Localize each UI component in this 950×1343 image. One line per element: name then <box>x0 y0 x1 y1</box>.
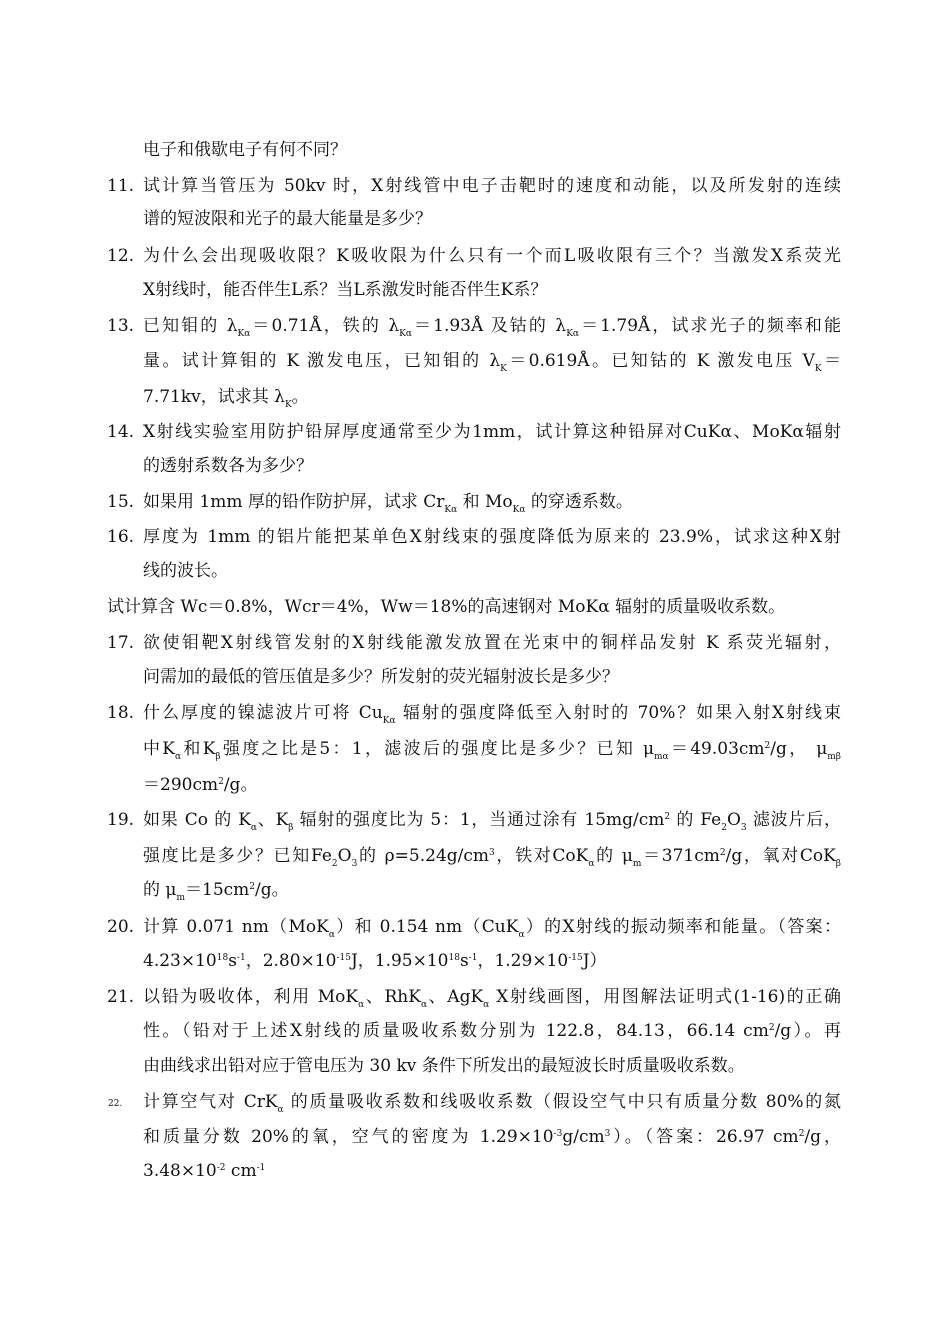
text-line: 量。试计算钼的 K 激发电压，已知钼的 $\lambda_K=0.619Å$。已知钴的 K 激发电压 $V_K=$ <box>143 351 842 374</box>
text-line: 中$K_\alpha$和$K_\beta$强度之比是5：1，滤波后的强度比是多少？已知 $\mu_{m\alpha}=49.03cm^2/g$， $\mu_{m\beta}$ <box>143 739 842 762</box>
text-line: 厚度为 1mm 的铝片能把某单色X射线束的强度降低为原来的 23.9%，试求这种X射 <box>143 527 841 547</box>
text-line: 欲使钼靶X射线管发射的X射线能激发放置在光束中的铜样品发射 K 系荧光辐射， <box>143 633 841 653</box>
text-line: 谱的短波限和光子的最大能量是多少？ <box>143 209 432 229</box>
text-line: 7.71kv，试求其 $\lambda_K$。 <box>143 387 309 410</box>
text-line: 如果 Co 的 $K_\alpha$、$K_\beta$ 辐射的强度比为 5：1，当通过涂有 $15mg/cm^2$ 的 $Fe_2O_3$ 滤波片后， <box>143 810 842 833</box>
item-number: 16. <box>107 527 135 547</box>
text-line: 强度比是多少？已知$Fe_2O_3$的 $\rho=5.24g/cm^3$，铁对CoK$_\alpha$的 $\mu_m=371cm^2/g$，氧对CoK$_\beta$ <box>143 846 841 869</box>
item-number: 13. <box>107 316 135 336</box>
item-number: 18. <box>107 703 135 723</box>
item-number: 12. <box>107 246 135 266</box>
text-line: $=290cm^2/g$。 <box>143 775 258 795</box>
text-line: 电子和俄歇电子有何不同？ <box>143 140 347 160</box>
item-number: 22. <box>108 1099 123 1109</box>
text-line: 的 $\mu_m=15cm^2/g$。 <box>143 880 289 903</box>
text-line: 的透射系数各为多少？ <box>143 456 313 476</box>
text-line: $3.48\times 10^{-2}$ $cm^{-1}$ <box>143 1161 266 1181</box>
text-line: X射线时，能否伴生L系？当L系激发时能否伴生K系？ <box>143 280 548 300</box>
text-line: 由曲线求出铅对应于管电压为 30 kv 条件下所发出的最短波长时质量吸收系数。 <box>143 1056 745 1076</box>
item-number: 20. <box>107 917 135 937</box>
text-line: 什么厚度的镍滤波片可将 $Cu_{K\alpha}$ 辐射的强度降低至入射时的 70%？如果入射X射线束 <box>143 703 841 726</box>
text-line: 计算 0.071 nm（MoK$_\alpha$）和 0.154 nm（CuK$_\alpha$）的X射线的振动频率和能量。（答案： <box>143 917 842 940</box>
text-line: 如果用 1mm 厚的铅作防护屏，试求 $Cr_{K\alpha}$ 和 $Mo_{K\alpha}$ 的穿透系数。 <box>143 492 633 515</box>
item-number: 15. <box>107 492 135 512</box>
text-line: 为什么会出现吸收限？K吸收限为什么只有一个而L吸收限有三个？当激发X系荧光 <box>143 246 841 266</box>
text-line: 试计算含 Wc＝0.8%，Wcr＝4%，Ww＝18%的高速钢对 MoKα 辐射的质量吸收系数。 <box>107 597 786 617</box>
text-line: $4.23\times 10^{18}s^{-1}$，$2.80\times 10^{-15}J$，$1.95\times 10^{18}s^{-1}$，$1.29\times 10^{-15}J$） <box>143 951 607 971</box>
text-line: X射线实验室用防护铅屏厚度通常至少为1mm，试计算这种铅屏对CuKα、MoKα辐射 <box>143 422 841 442</box>
text-line: 试计算当管压为 50kv 时，X射线管中电子击靶时的速度和动能，以及所发射的连续 <box>143 176 841 196</box>
item-number: 21. <box>107 987 135 1007</box>
item-number: 14. <box>107 422 135 442</box>
text-line: 和质量分数 20%的氧，空气的密度为 $1.29\times 10^{-3}g/cm^3$）。（答案：26.97 $cm^2/g$， <box>143 1127 841 1147</box>
text-line: 性。（铅对于上述X射线的质量吸收系数分别为 122.8，84.13，66.14 $cm^2/g$）。再 <box>143 1021 841 1041</box>
text-line: 问需加的最低的管压值是多少？所发射的荧光辐射波长是多少？ <box>143 667 619 687</box>
text-line: 以铅为吸收体，利用 MoK$_\alpha$、RhK$_\alpha$、AgK$_\alpha$ X射线画图，用图解法证明式(1-16)的正确 <box>143 987 842 1010</box>
item-number: 11. <box>107 176 135 196</box>
item-number: 17. <box>107 633 135 653</box>
text-line: 线的波长。 <box>143 561 228 581</box>
text-line: 计算空气对 CrK$_\alpha$ 的质量吸收系数和线吸收系数（假设空气中只有质量分数 80%的氮 <box>143 1092 841 1115</box>
text-line: 已知钼的 $\lambda_{K\alpha}=0.71Å$，铁的 $\lambda_{K\alpha}=1.93Å$ 及钴的 $\lambda_{K\alpha}=1.79Å$，试求光子的频率和能 <box>143 316 841 339</box>
item-number: 19. <box>107 810 135 830</box>
